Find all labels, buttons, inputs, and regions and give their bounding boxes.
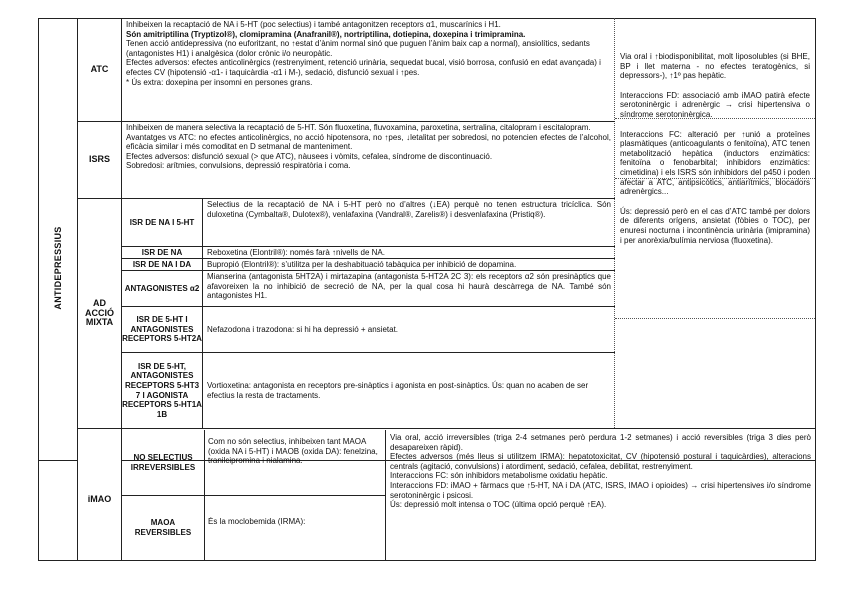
imao-right-line: Via oral, acció irreversibles (triga 2-4 setmanes però perdura 1-2 setmanes) i acció reversibles (triga 3 dies però desapareixen ràpid). (390, 433, 811, 452)
mixta-row-name: ISR DE NA (141, 247, 183, 257)
imao-maoa-text: És la moclobemida (IRMA): (208, 517, 306, 526)
mixta-row-name: ISR DE 5-HT I ANTAGONISTES RECEPTORS 5-HT2A (122, 315, 202, 344)
side-para-3: Interaccions FC: alteració per ↑unió a proteïnes plasmàtiques (anticoagulants o fenitoïna), ATC tenen metabolització hepàtica (inductors enzimàtics: fenitoïna o fenobarbital; inhibidors enzimàtics: cimetidina) i els ISRS són inhibidors del p450 i poden afectar a ATC, antipsicòtics, antiarítmics, blocadors adrenèrgics... (620, 129, 810, 197)
imao-maoa-name: MAOA REVERSIBLES (134, 518, 192, 537)
isrs-line-3: Efectes adversos: disfunció sexual (> que ATC), nàusees i vòmits, cefalea, síndrome de discontinuació. (126, 151, 493, 161)
atc-bottom (77, 121, 615, 122)
mixta-row-text: Bupropió (Elontril®): s’utilitza per la deshabituació tabàquica per inhibició de dopamina. (207, 260, 517, 269)
mixta-row-name: ISR DE 5-HT, ANTAGONISTES RECEPTORS 5-HT3 7 I AGONISTA RECEPTORS 5-HT1A 1B (122, 361, 202, 419)
isrs-line-4: Sobredosi: arítmies, convulsions, depressió respiratòria i coma. (126, 161, 351, 171)
imao-noselect-text: Com no són selectius, inhibeixen tant MAOA (oxida NA i 5-HT) i MAOB (oxida DA): fenelzina, tranilcipromina i nialamina. (208, 437, 378, 466)
imao-right-line: Ús: depressió molt intensa o TOC (última opció perquè ↑EA). (390, 500, 607, 510)
side-para-1: Via oral i ↑biodisponibilitat, molt liposolubles (si BHE, BP i llet materna - no efectes teratogènics, si depressors-), ↑1º pas hepàtic. (620, 52, 810, 81)
isrs-line-1: Inhibeixen de manera selectiva la recaptació de 5-HT. Són fluoxetina, fluvoxamina, paroxetina, sertralina, citalopram i escitalopram. (126, 123, 591, 132)
imao-row-label: iMAO (78, 440, 121, 560)
atc-line-3: Tenen acció antidepressiva (no euforitzant, no ↑estat d’ànim normal sinó que puguen l’ànim baix cap a normal), ansiolítics, sedants (antagonistes H1) i analgèsica (dolor crònic i/o neuropàtic. (126, 39, 590, 58)
mixta-row-text: Nefazodona i trazodona: si hi ha depressió + ansietat. (207, 325, 399, 335)
imao-outer-left (38, 430, 39, 561)
drug-table (38, 18, 816, 461)
imao-right-divider (385, 430, 386, 561)
mixta-name-col-divider (202, 198, 203, 429)
mixta-label-3: MIXTA (85, 317, 114, 328)
imao-bottom (38, 560, 816, 561)
side-para-2: Interaccions FD: associació amb iMAO patirà efecte serotoninèrgic i adrenèrgic → crisi hipertensiva o síndrome serotoninèrgica. (620, 90, 810, 119)
mixta-row-name: ISR DE NA I 5-HT (129, 217, 195, 227)
table-top-border (38, 18, 816, 19)
imao-right-line: Interaccions FC: són inhibidors metabolisme oxidatiu hepàtic. (390, 471, 608, 481)
mixta-bottom (77, 428, 816, 429)
side-para-4: Ús: depressió però en el cas d’ATC també per dolors de diferents orígens, ansietat (fòbies o TOC), per enuresi nocturna i incontinència urinària (imipramina) i per anorèxia/bulímia nerviosa (fluoxetina). (620, 206, 810, 245)
side-sep (615, 118, 815, 119)
isrs-label: ISRS (88, 154, 110, 165)
atc-line-4: Efectes adversos: efectes anticolinèrgics (restrenyiment, retenció urinària, sequedat bucal, visió borrosa, confusió en edat avançada) i efectes CV (hipotensió -α1- i taquicàrdia -α1 i M-), sedació, disfunció sexual i ↑pes. (126, 58, 601, 77)
atc-line-1: Inhibeixen la recaptació de NA i 5-HT (poc selectius) i també antagonitzen receptors α1, muscarínics i H1. (126, 20, 501, 29)
mixta-label-2: ACCIÓ (85, 307, 114, 318)
mixta-row-text: Selectius de la recaptació de NA i 5-HT però no d’altres (↓EA) perquè no tenen estructura tricíclica. Són duloxetina (Cymbalta®, Dulotex®), venlafaxina (Vandral®, Zarelis®) i desvenlafaxina (Pristiq®). (207, 200, 611, 219)
mixta-row-text: Mianserina (antagonista 5HT2A) i mirtazapina (antagonista 5-HT2A 2C 3): els receptors α2 són presinàptics que afavoreixen la no inhibició de secreció de NA, per la qual cosa hi haurà descàrrega de NA. També són antagonistes H1. (207, 272, 611, 301)
imao-right-line: Interaccions FD: iMAO + fàrmacs que ↑5-HT, NA i DA (ATC, ISRS, IMAO i opioides) → crisi hipertensives i/o síndrome serotoninèrgic i psicosi. (390, 480, 811, 500)
isrs-line-2: Avantatges vs ATC: no efectes anticolinèrgics, no acció hipotensora, no ↑pes, ↓letalitat per sobredosi, no potencien efectes de l’alcohol, eficàcia similar i més comoditat en D setmanal de manteniment. (126, 132, 611, 152)
side-col-divider (614, 18, 615, 428)
mixta-label-1: AD (93, 298, 106, 309)
table-left-border (38, 18, 39, 461)
imao-right-line: Efectes adversos (més lleus si utilitzem IRMA): hepatotoxicitat, CV (hipotensió postural i taquicàrdies), alteracions centrals (agitació, convulsions) i atordiment, sedació, cefalea, debilitat, restrenyiment. (390, 452, 811, 471)
side-sep (615, 318, 815, 319)
mixta-row-text: Vortioxetina: antagonista en receptors pre-sinàptics i agonista en post-sinàptics. Ús: quan no acaben de ser efectius la resta de tractaments. (207, 381, 589, 400)
imao-noselect-name: NO SELECTIUS IRREVERSIBLES (130, 453, 196, 472)
mixta-row-name: ANTAGONISTES α2 (124, 283, 200, 293)
atc-line-2: Són amitriptilina (Tryptizol®), clomipramina (Anafranil®), nortriptilina, dotiepina, doxepina i trimipramina. (126, 29, 526, 39)
atc-line-5: * Ús extra: doxepina per insomni en persones grans. (126, 77, 313, 87)
mixta-row-text: Reboxetina (Elontril®): només farà ↑nivells de NA. (207, 248, 385, 257)
table-right-border (815, 18, 816, 461)
atc-label: ATC (90, 64, 109, 75)
group-label: ANTIDEPRESSIUS (53, 226, 63, 310)
mixta-row-name: ISR DE NA I DA (132, 259, 192, 269)
imao-outer-right (815, 430, 816, 561)
mixta-label (78, 199, 121, 428)
side-sep (615, 178, 815, 179)
